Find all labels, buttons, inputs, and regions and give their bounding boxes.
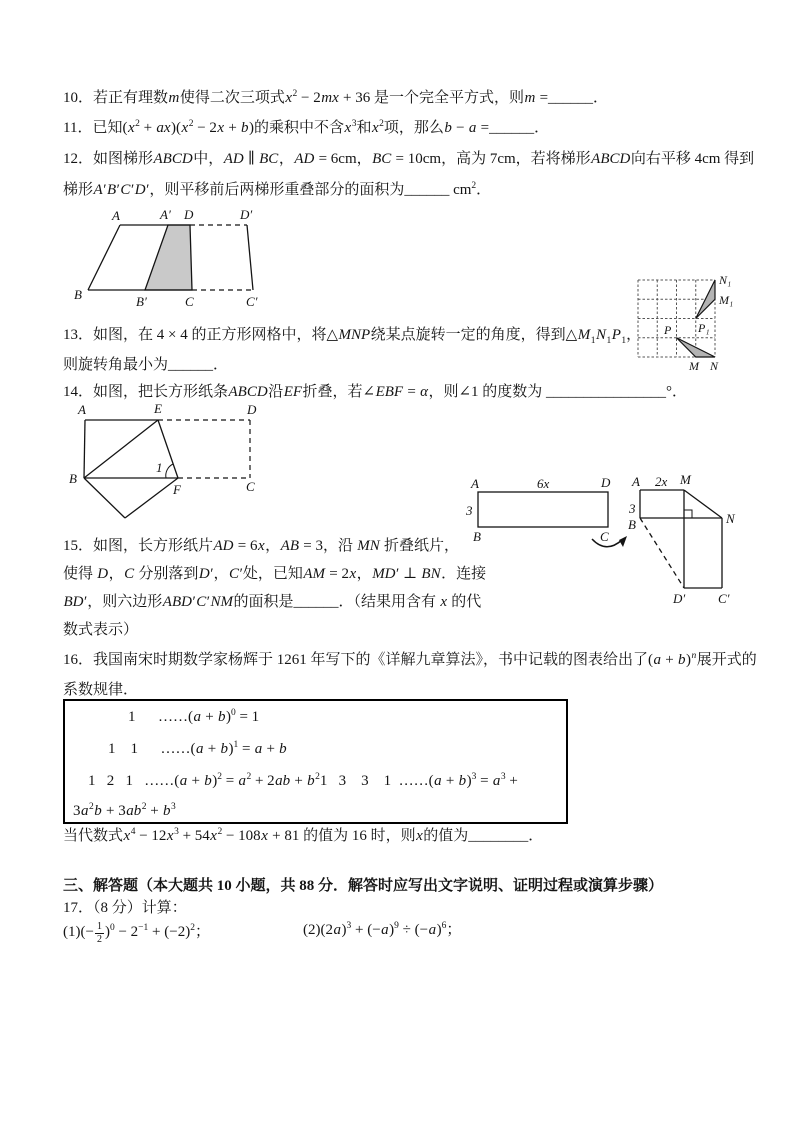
question-16-line1: 16．我国南宋时期数学家杨辉于 1261 年写下的《详解九章算法》，书中记载的图表给出了$(a + b)^n$展开式的 (63, 651, 757, 668)
pascal-row-0: 1 ……(a + b)$^0$ = 1 (128, 708, 260, 725)
question-12-line1: 12．如图梯形ABCD中，AD ∥ BC，AD = 6cm，BC = 10cm，高为 7cm，若将梯形ABCD向右平移 4cm 得到 (63, 151, 755, 167)
question-11: 11．已知$(x^2 + ax)(x^2 - 2x + b)$的乘积中不含$x^3$和$x^2$项，那么b − a =______． (63, 119, 550, 136)
label-A: A (471, 476, 479, 491)
question-15-line4: 数式表示） (63, 622, 139, 638)
strip-rectangle (478, 492, 608, 527)
label-D-prime: D′ (673, 591, 686, 606)
label-2x: 2x (655, 474, 668, 489)
question-14: 14．如图，把长方形纸条ABCD沿EF折叠，若∠EBF = α，则∠1 的度数为 ________________°． (63, 384, 688, 400)
label-6x: 6x (537, 476, 550, 491)
right-angle-mark (684, 510, 692, 518)
label-N: N (710, 359, 719, 373)
label-C: C (246, 479, 255, 494)
folded-figure-lines (640, 490, 722, 588)
label-3b: 3 (629, 501, 636, 516)
label-B-prime: B′ (136, 294, 147, 309)
label-B2: B (628, 517, 636, 532)
figure-trapezoid-translation (72, 203, 272, 315)
label-3: 3 (466, 503, 473, 518)
pascal-row-2-3: 1 2 1 ……(a + $b)^2 = a^2 + 2ab + b^21$ 3 3 1 ……(a + $b)^3 = a^3$ + (88, 772, 518, 789)
pascal-row-3-cont: $3a^2b + 3ab^2 + b^3$ (73, 802, 176, 819)
grid-lines (638, 280, 715, 357)
label-M: M (689, 359, 699, 373)
label-D: D (184, 207, 194, 222)
label-C: C (600, 529, 609, 544)
question-15-line1: 15．如图，长方形纸片AD = 6x，AB = 3，沿 MN 折叠纸片， (63, 538, 459, 554)
curved-arrow-icon (592, 536, 627, 547)
question-10: 10．若正有理数m使得二次三项式$x^2 - 2mx + 36$ 是一个完全平方式，则m =______． (63, 89, 609, 106)
question-17-expr1: (1)(− $\frac{1}{2}$ )$^0 - 2^{-1} + (-2)^2$； (63, 921, 210, 945)
question-13-line2: 则旋转角最小为______． (63, 357, 229, 373)
question-15-line3: BD′，则六边形ABD′C′NM的面积是______．（结果用含有 x 的代 (63, 594, 482, 610)
label-B: B (69, 471, 77, 486)
fold-dashed-lines (158, 420, 250, 478)
question-13-line1: 13．如图，在 4 × 4 的正方形网格中，将△MNP绕某点旋转一定的角度，得到$\triangle M_1N_1P_1$， (63, 327, 642, 346)
trapezoid-outline (88, 225, 253, 290)
pascal-row-1: 1 1 ……(a + b)$^1$ = a + b (108, 740, 287, 757)
label-D-prime: D′ (240, 207, 253, 222)
label-C-prime: C′ (718, 591, 730, 606)
label-P: P (664, 323, 672, 337)
label-P1: P₁ (698, 321, 710, 335)
label-A: A (112, 208, 120, 223)
label-B: B (74, 287, 82, 302)
dashed-BD-prime (640, 518, 684, 588)
label-A-prime: A′ (160, 207, 171, 222)
label-angle-1: 1 (156, 460, 163, 475)
section-3-header: 三、解答题（本大题共 10 小题，共 88 分．解答时应写出文字说明、证明过程或演算步骤） (63, 878, 664, 894)
overlap-shaded-region (145, 225, 192, 290)
question-15-line2: 使得 D，C 分别落到D′，C′处，已知AM = 2x，MD′ ⊥ BN．连接 (63, 566, 487, 582)
question-12-line2: 梯形A′B′C′D′，则平移前后两梯形重叠部分的面积为______ $cm^2$． (63, 181, 492, 198)
label-B: B (473, 529, 481, 544)
label-C: C (185, 294, 194, 309)
label-N1: N₁ (719, 273, 732, 287)
angle-1-arc (166, 464, 173, 478)
question-16-after-box: 当代数式$x^4 - 12x^3 + 54x^2 - 108x + 81$ 的值为 16 时，则x的值为________． (63, 827, 544, 844)
label-D: D (247, 402, 257, 417)
figure-grid-rotation (628, 266, 793, 378)
label-M: M (680, 472, 691, 487)
question-17-expr2: $(2)(2a)^3 + (-a)^9 \div (-a)^6$； (303, 921, 462, 938)
label-F: F (173, 482, 181, 497)
label-A2: A (632, 474, 640, 489)
label-M1: M₁ (719, 293, 734, 307)
fold-solid-lines (84, 420, 178, 518)
question-17: 17．（8 分）计算： (63, 900, 187, 916)
label-E: E (154, 401, 162, 416)
figure-strip-fold (453, 460, 753, 612)
label-A: A (78, 402, 86, 417)
label-C-prime: C′ (246, 294, 258, 309)
question-16-line2: 系数规律． (63, 682, 139, 698)
label-D: D (601, 475, 611, 490)
label-N: N (726, 511, 735, 526)
figure-fold-rectangle (56, 400, 276, 536)
